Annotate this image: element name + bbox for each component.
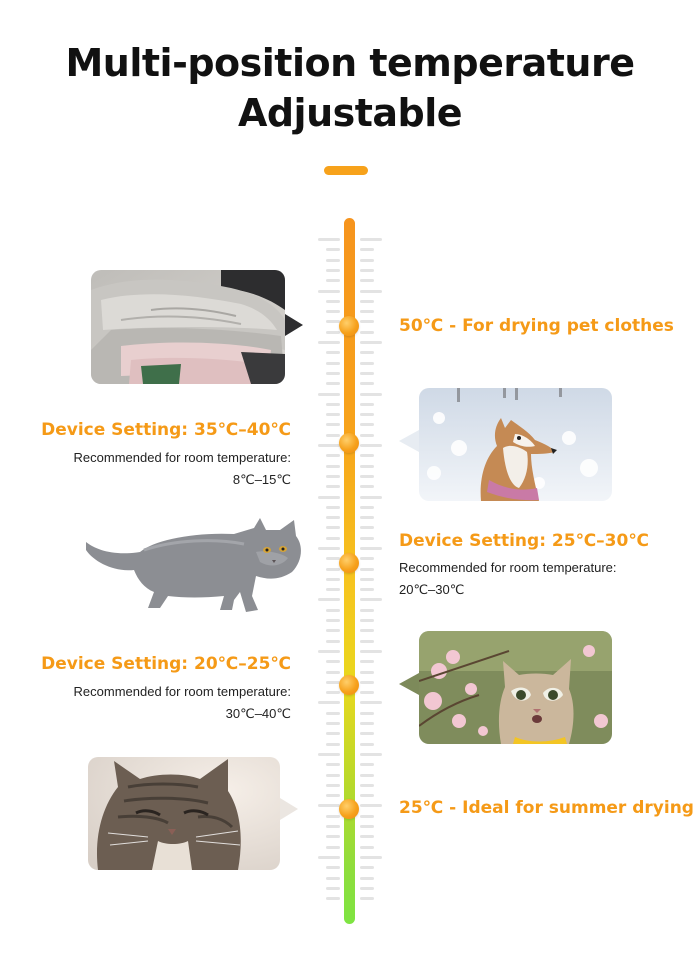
scale-tick <box>360 846 374 849</box>
scale-tick <box>360 774 374 777</box>
scale-tick <box>360 290 382 293</box>
scale-tick <box>360 753 382 756</box>
scale-tick <box>326 526 340 529</box>
scale-tick <box>326 897 340 900</box>
scale-tick <box>326 259 340 262</box>
scale-tick <box>326 825 340 828</box>
scale-tick <box>360 506 374 509</box>
scale-tick <box>360 496 382 499</box>
scale-tick <box>360 815 374 818</box>
scale-tick <box>360 413 374 416</box>
scale-tick <box>326 846 340 849</box>
scale-tick <box>360 732 374 735</box>
scale-tick <box>360 393 382 396</box>
level-2-recommendation-label: Recommended for room temperature: <box>73 450 291 465</box>
level-2-recommendation-value: 8℃–15℃ <box>232 472 291 487</box>
scale-tick <box>360 877 374 880</box>
scale-tick <box>326 475 340 478</box>
scale-tick <box>360 691 374 694</box>
scale-tick <box>326 691 340 694</box>
scale-tick <box>326 732 340 735</box>
scale-tick <box>326 372 340 375</box>
scale-tick <box>360 279 374 282</box>
speech-bubble-pointer <box>285 314 303 336</box>
scale-tick <box>326 568 340 571</box>
scale-tick <box>326 887 340 890</box>
scale-tick <box>326 588 340 591</box>
scale-tick <box>360 465 374 468</box>
level-4-recommendation-label: Recommended for room temperature: <box>73 684 291 699</box>
scale-tick <box>326 619 340 622</box>
scale-tick <box>360 619 374 622</box>
scale-tick <box>326 310 340 313</box>
scale-tick <box>326 382 340 385</box>
scale-tick <box>326 300 340 303</box>
scale-tick <box>326 423 340 426</box>
scale-tick <box>326 269 340 272</box>
scale-tick <box>326 815 340 818</box>
scale-tick <box>318 444 340 447</box>
level-marker-dot <box>339 433 359 453</box>
scale-tick <box>318 496 340 499</box>
scale-tick <box>360 897 374 900</box>
scale-tick <box>360 454 374 457</box>
scale-tick <box>360 835 374 838</box>
level-marker-dot <box>339 799 359 819</box>
scale-tick <box>360 269 374 272</box>
scale-tick <box>360 825 374 828</box>
grey-cat-photo <box>84 510 310 618</box>
level-4-recommendation-value: 30℃–40℃ <box>225 706 291 721</box>
scale-tick <box>360 537 374 540</box>
scale-tick <box>360 331 374 334</box>
level-2-setting: Device Setting: 35℃–40℃ <box>41 420 291 440</box>
scale-tick <box>360 568 374 571</box>
surprised-cat-photo <box>419 631 612 744</box>
scale-tick <box>318 238 340 241</box>
scale-tick <box>318 547 340 550</box>
speech-bubble-pointer <box>399 673 419 695</box>
scale-tick <box>326 362 340 365</box>
scale-tick <box>360 681 374 684</box>
scale-tick <box>360 310 374 313</box>
title-line-2: Adjustable <box>237 91 463 135</box>
level-1-label: 50℃ - For drying pet clothes <box>399 316 674 336</box>
scale-tick <box>326 403 340 406</box>
scale-tick <box>326 609 340 612</box>
scale-tick <box>360 701 382 704</box>
title-line-1: Multi-position temperature <box>65 41 635 85</box>
scale-tick <box>318 393 340 396</box>
scale-tick <box>326 712 340 715</box>
scale-tick <box>360 640 374 643</box>
scale-tick <box>360 722 374 725</box>
level-marker-dot <box>339 675 359 695</box>
scale-tick <box>326 681 340 684</box>
level-4-setting: Device Setting: 20℃–25℃ <box>41 654 291 674</box>
scale-tick <box>360 238 382 241</box>
scale-tick <box>360 887 374 890</box>
scale-tick <box>360 300 374 303</box>
scale-tick <box>360 526 374 529</box>
scale-tick <box>360 444 382 447</box>
scale-tick <box>360 341 382 344</box>
scale-tick <box>360 712 374 715</box>
scale-tick <box>360 475 374 478</box>
scale-tick <box>326 877 340 880</box>
scale-tick <box>360 784 374 787</box>
scale-tick <box>360 629 374 632</box>
scale-tick <box>326 640 340 643</box>
scale-tick <box>326 578 340 581</box>
level-5-label: 25℃ - Ideal for summer drying <box>399 798 694 818</box>
scale-tick <box>326 248 340 251</box>
scale-tick <box>360 362 374 365</box>
scale-tick <box>326 722 340 725</box>
clothes-photo <box>91 270 285 384</box>
scale-tick <box>360 743 374 746</box>
scale-tick <box>326 629 340 632</box>
scale-tick <box>318 598 340 601</box>
scale-tick <box>326 434 340 437</box>
scale-tick <box>326 743 340 746</box>
scale-tick <box>326 320 340 323</box>
scale-tick <box>318 701 340 704</box>
scale-tick <box>326 351 340 354</box>
scale-tick <box>360 598 382 601</box>
scale-tick <box>326 774 340 777</box>
scale-tick <box>360 434 374 437</box>
scale-tick <box>326 784 340 787</box>
scale-tick <box>360 485 374 488</box>
scale-tick <box>360 794 374 797</box>
scale-tick <box>318 856 340 859</box>
scale-tick <box>360 650 382 653</box>
scale-tick <box>360 609 374 612</box>
scale-tick <box>360 578 374 581</box>
scale-tick <box>360 804 382 807</box>
scale-tick <box>360 259 374 262</box>
scale-tick <box>360 856 382 859</box>
level-marker-dot <box>339 553 359 573</box>
scale-tick <box>318 753 340 756</box>
scale-tick <box>360 866 374 869</box>
scale-tick <box>326 763 340 766</box>
level-3-setting: Device Setting: 25℃–30℃ <box>399 531 649 551</box>
scale-tick <box>326 866 340 869</box>
scale-tick <box>360 763 374 766</box>
speech-bubble-pointer <box>399 430 419 452</box>
scale-tick <box>326 660 340 663</box>
husky-photo <box>419 388 612 501</box>
scale-tick <box>326 279 340 282</box>
scale-tick <box>326 331 340 334</box>
scale-tick <box>326 794 340 797</box>
scale-tick <box>360 248 374 251</box>
scale-tick <box>318 804 340 807</box>
scale-tick <box>326 671 340 674</box>
level-3-recommendation-label: Recommended for room temperature: <box>399 560 617 575</box>
scale-tick <box>360 320 374 323</box>
scale-tick <box>326 516 340 519</box>
scale-tick <box>360 557 374 560</box>
tabby-cat-photo <box>88 757 280 870</box>
scale-tick <box>326 465 340 468</box>
scale-tick <box>318 290 340 293</box>
scale-tick <box>360 423 374 426</box>
scale-tick <box>318 341 340 344</box>
scale-tick <box>360 403 374 406</box>
scale-tick <box>318 650 340 653</box>
scale-tick <box>326 506 340 509</box>
level-3-recommendation-value: 20℃–30℃ <box>399 582 465 597</box>
scale-tick <box>360 516 374 519</box>
scale-tick <box>326 835 340 838</box>
scale-tick <box>326 485 340 488</box>
scale-tick <box>360 351 374 354</box>
scale-tick <box>326 557 340 560</box>
scale-tick <box>326 413 340 416</box>
scale-tick <box>360 660 374 663</box>
scale-tick <box>360 547 382 550</box>
scale-tick <box>360 382 374 385</box>
speech-bubble-pointer <box>280 798 298 820</box>
scale-tick <box>326 454 340 457</box>
scale-tick <box>326 537 340 540</box>
scale-tick <box>360 372 374 375</box>
level-marker-dot <box>339 316 359 336</box>
scale-tick <box>360 671 374 674</box>
scale-tick <box>360 588 374 591</box>
